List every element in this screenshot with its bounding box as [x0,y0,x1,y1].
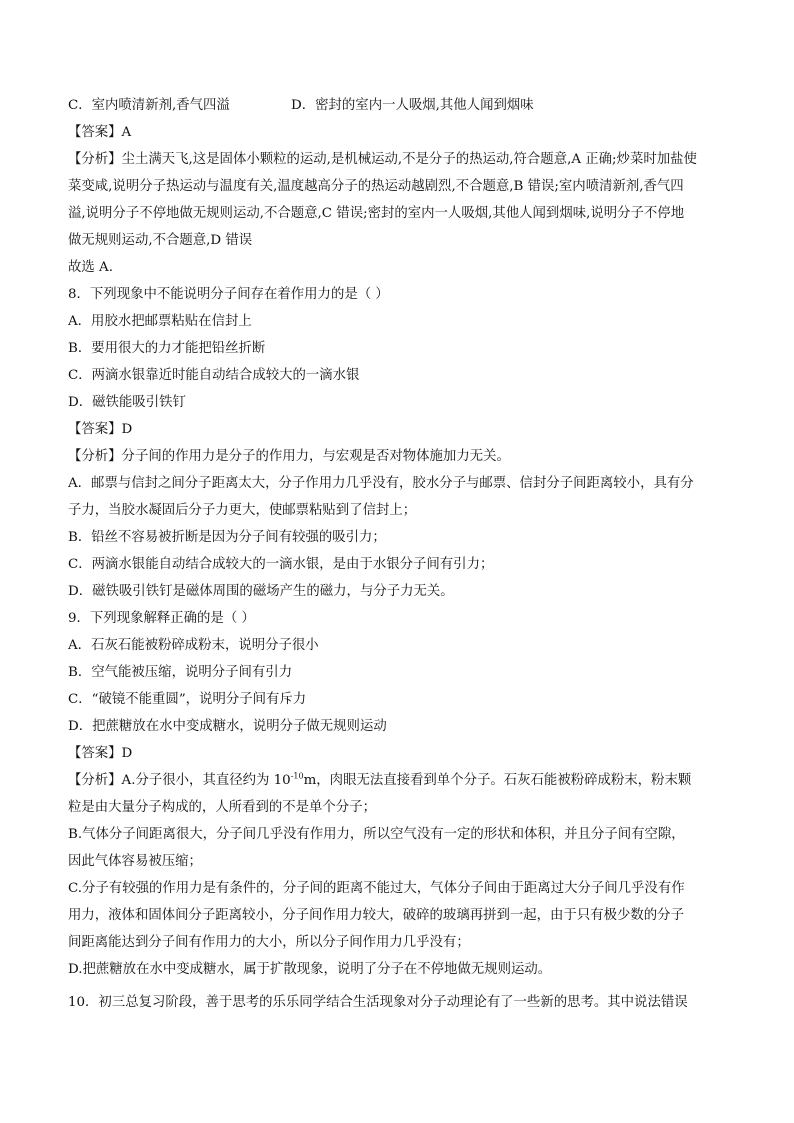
q9-option-d: D．把蔗糖放在水中变成糖水，说明分子做无规则运动 [68,719,387,734]
q8-analysis-line: D．磁铁吸引铁钉是磁体周围的磁场产生的磁力，与分子力无关。 [68,584,454,599]
q8-answer: 【答案】D [68,422,133,437]
q7-analysis-line: 做无规则运动,不合题意,D 错误 [68,233,253,248]
q9-analysis-post: m，肉眼无法直接看到单个分子。石灰石能被粉碎成粉末，粉末颗 [303,773,692,788]
q8-option-d: D．磁铁能吸引铁钉 [68,395,186,410]
q8-analysis-line: 子力，当胶水凝固后分子力更大，使邮票粘贴到了信封上； [68,503,417,518]
q9-analysis-line: C.分子有较强的作用力是有条件的，分子间的距离不能过大，气体分子间由于距离过大分子间几乎没有作 [68,881,685,896]
q7-option-d: D．密封的室内一人吸烟,其他人闻到烟味 [291,98,534,113]
q8-analysis-line: A．邮票与信封之间分子距离太大，分子作用力几乎没有，胶水分子与邮票、信封分子间距离较小，具有分 [68,476,694,491]
q7-answer: 【答案】A [68,125,132,140]
q9-analysis-line: 粒是由大量分子构成的，人所看到的不是单个分子； [68,800,376,815]
q8-option-c: C．两滴水银靠近时能自动结合成较大的一滴水银 [68,368,360,383]
q9-analysis-line: 用力，液体和固体间分子距离较小，分子间作用力较大，破碎的玻璃再拼到一起，由于只有极少数的分子 [68,908,684,923]
q7-options-cd [68,92,728,119]
q8-question: 8．下列现象中不能说明分子间存在着作用力的是（ ） [68,287,389,302]
q9-analysis-pre: 【分析】A.分子很小，其直径约为 10 [68,773,291,788]
q9-analysis-first-line [68,767,728,794]
q8-analysis-line: B．铅丝不容易被折断是因为分子间有较强的吸引力； [68,530,386,545]
q8-analysis-line: 【分析】分子间的作用力是分子的作用力，与宏观是否对物体施加力无关。 [68,449,510,464]
q7-analysis-line: 【分析】尘土满天飞,这是固体小颗粒的运动,是机械运动,不是分子的热运动,符合题意,A 正确;炒菜时加盐使 [68,152,697,167]
document-content [68,92,728,1016]
q9-option-a: A．石灰石能被粉碎成粉末，说明分子很小 [68,638,319,653]
q7-analysis-line: 菜变咸,说明分子热运动与温度有关,温度越高分子的热运动越剧烈,不合题意,B 错误;室内喷清新剂,香气四 [68,179,684,194]
q9-option-b: B．空气能被压缩，说明分子间有引力 [68,665,293,680]
q9-analysis-line: 因此气体容易被压缩； [68,854,202,869]
q8-option-a: A．用胶水把邮票粘贴在信封上 [68,314,252,329]
q7-conclusion: 故选 A. [68,260,113,275]
q7-option-c: C．室内喷清新剂,香气四溢 [68,98,230,113]
q7-analysis-line: 溢,说明分子不停地做无规则运动,不合题意,C 错误;密封的室内一人吸烟,其他人闻到烟味,说明分子不停地 [68,206,685,221]
q9-option-c: C．“破镜不能重圆”，说明分子间有斥力 [68,692,307,707]
q9-analysis-line: B.气体分子间距离很大，分子间几乎没有作用力，所以空气没有一定的形状和体积，并且分子间有空隙， [68,827,685,842]
q9-answer: 【答案】D [68,746,133,761]
q10-question: 10．初三总复习阶段，善于思考的乐乐同学结合生活现象对分子动理论有了一些新的思考。其中说法错误 [68,995,688,1010]
q9-question: 9．下列现象解释正确的是（ ） [68,611,255,626]
q9-analysis-line: D.把蔗糖放在水中变成糖水，属于扩散现象，说明了分子在不停地做无规则运动。 [68,962,552,977]
q9-exponent: -10 [290,771,304,781]
q9-analysis-line: 间距离能达到分子间有作用力的大小，所以分子间作用力几乎没有； [68,935,470,950]
q8-analysis-line: C．两滴水银能自动结合成较大的一滴水银，是由于水银分子间有引力； [68,557,494,572]
q8-option-b: B．要用很大的力才能把铅丝折断 [68,341,266,356]
